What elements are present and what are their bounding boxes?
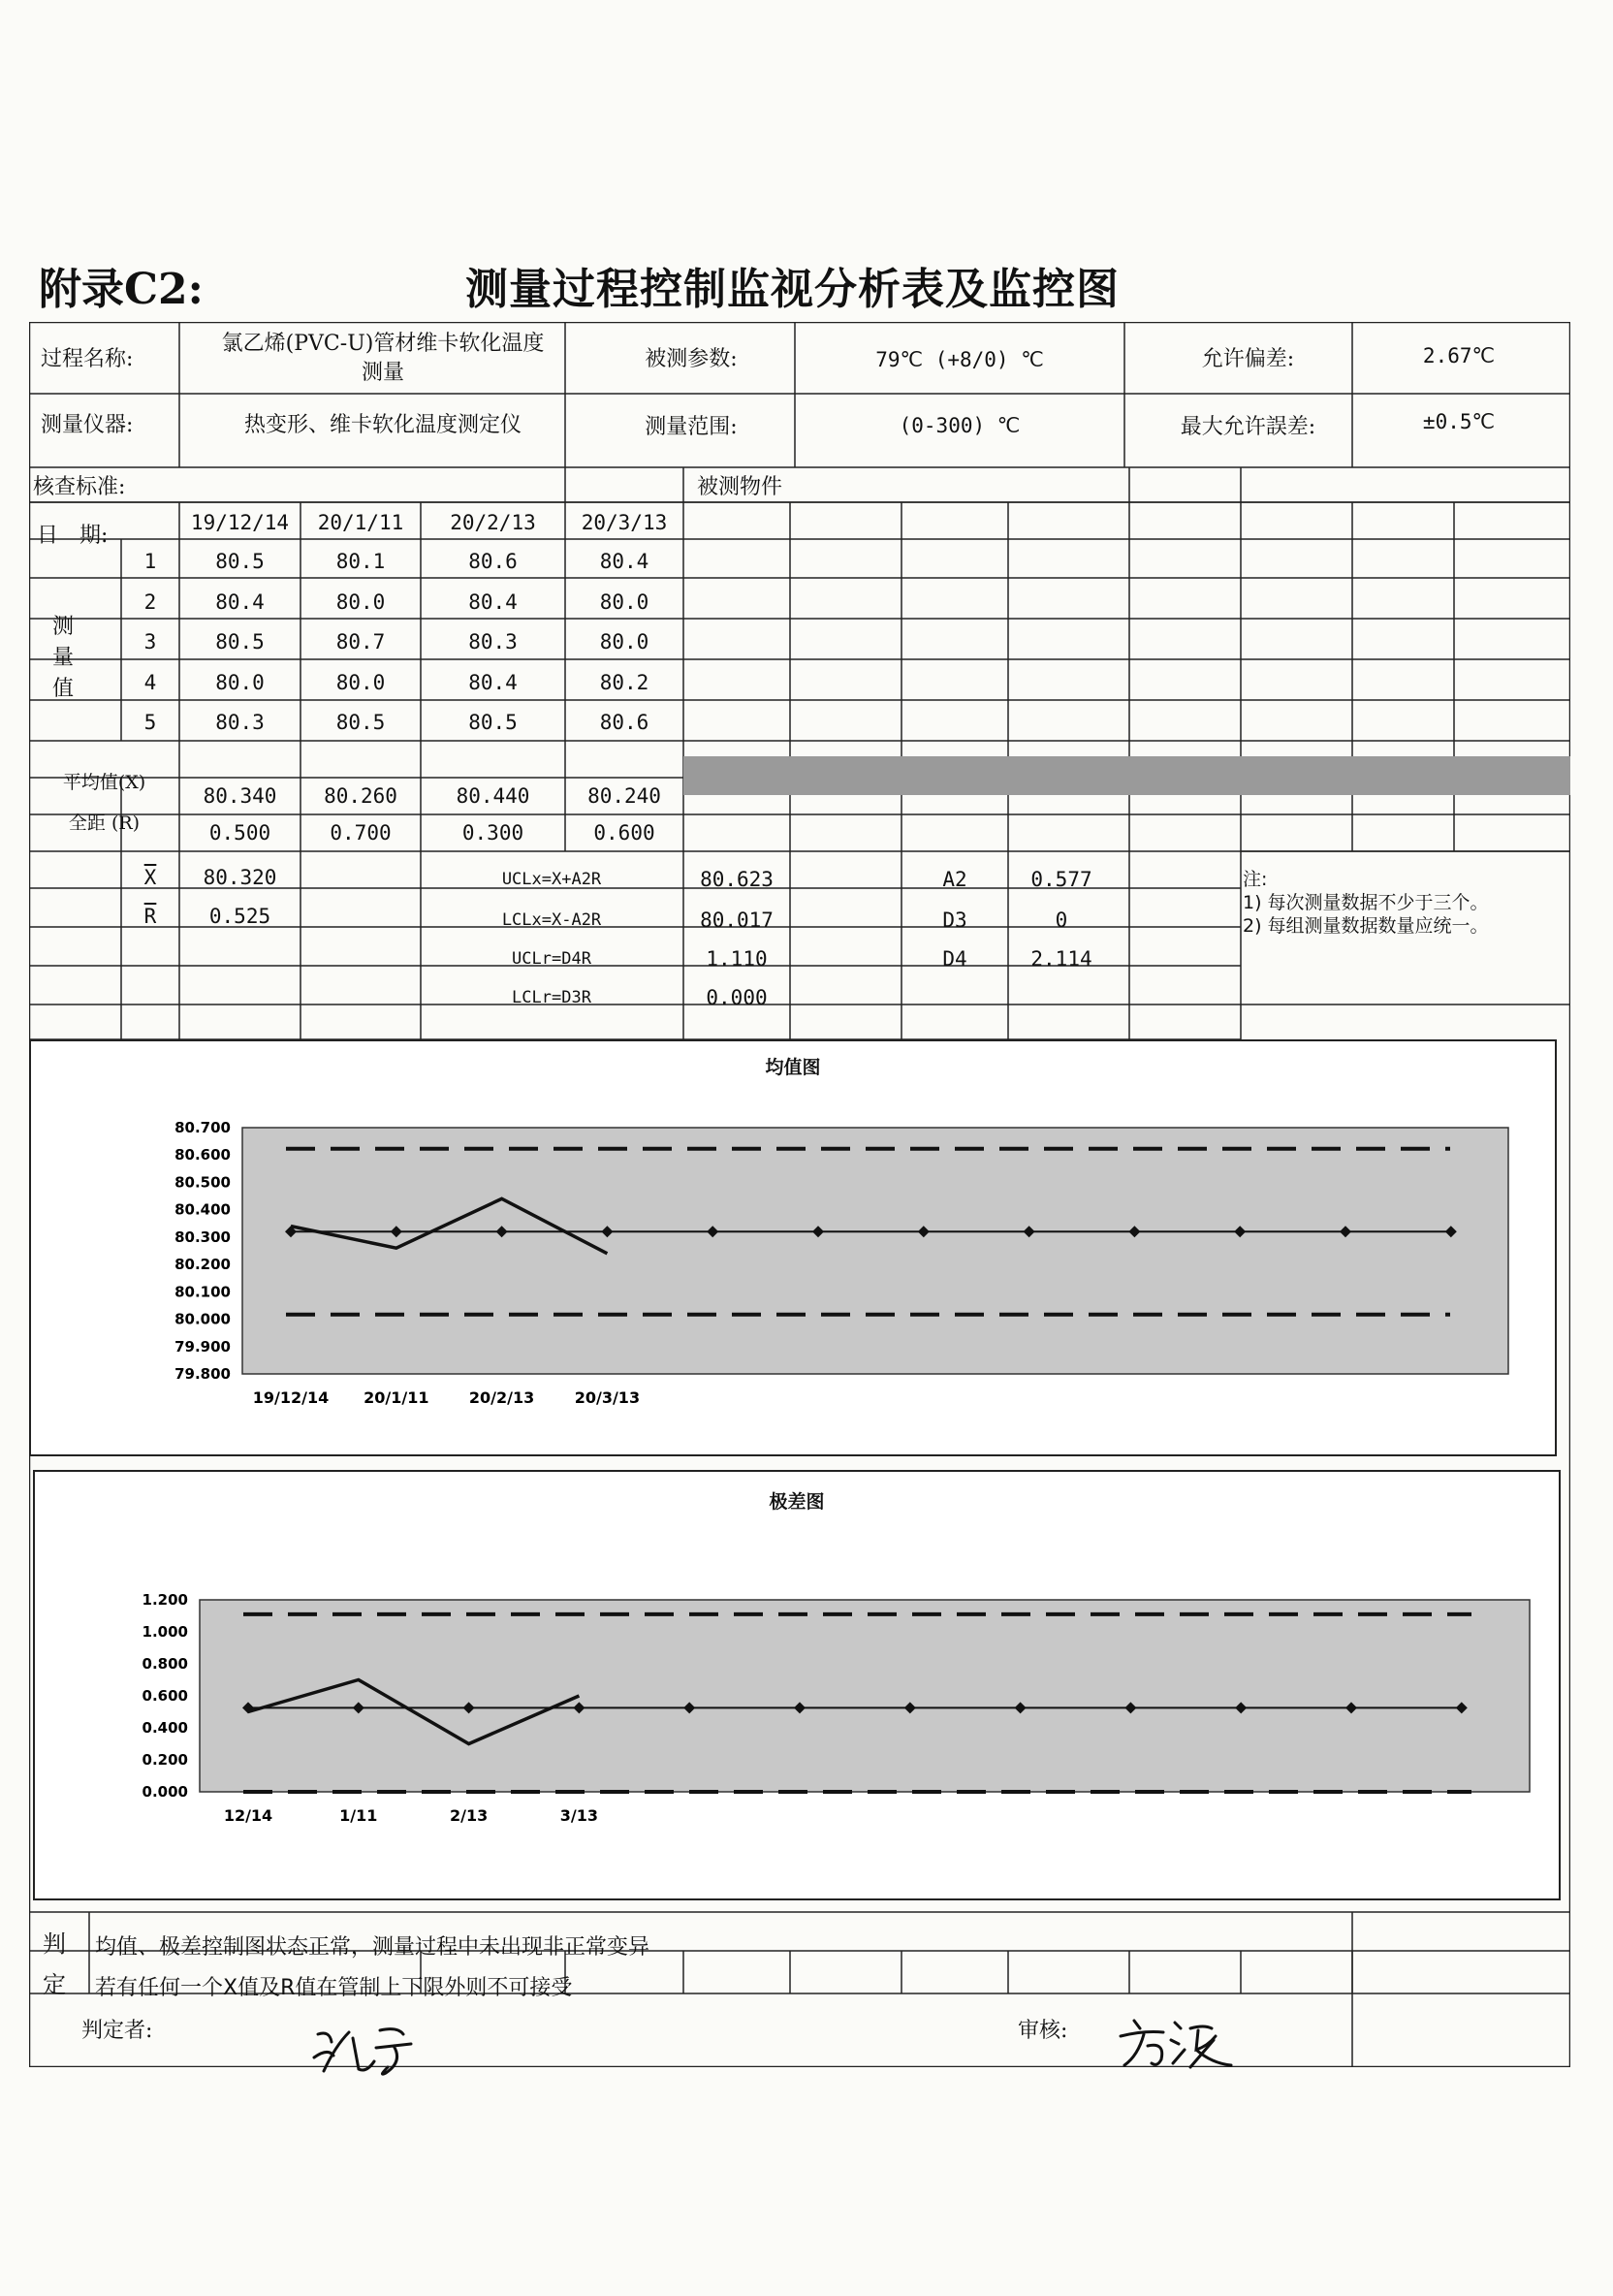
y-tick-label: 79.900 — [174, 1337, 231, 1355]
y-tick-label: 80.600 — [174, 1146, 231, 1164]
object-label: 被测物件 — [696, 475, 782, 499]
measurement-cell: 80.5 — [335, 711, 386, 735]
a2-value: 0.577 — [1030, 868, 1092, 891]
d4-value: 2.114 — [1030, 947, 1092, 971]
mean-cell: 80.260 — [324, 784, 397, 808]
measure-label-2: 量 — [51, 646, 74, 670]
process-name-line1: 氯乙烯(PVC-U)管材维卡软化温度 — [221, 332, 545, 356]
x-tick-label: 20/3/13 — [574, 1388, 641, 1407]
measure-label-1: 测 — [51, 615, 74, 639]
y-tick-label: 80.100 — [174, 1283, 231, 1301]
review-signature — [1115, 2007, 1250, 2075]
y-tick-label: 1.200 — [142, 1591, 188, 1609]
allow-dev-label: 允许偏差: — [1201, 347, 1295, 371]
uclr-label: UCLr=D4R — [512, 949, 591, 969]
x-tick-label: 1/11 — [339, 1806, 378, 1825]
lclr-label: LCLr=D3R — [512, 988, 591, 1007]
date-label: 日 期: — [37, 524, 109, 548]
param-value: 79℃ (+8/0) ℃ — [875, 348, 1044, 371]
notes-line-1: 1) 每次测量数据不少于三个。 — [1243, 892, 1489, 913]
y-tick-label: 0.800 — [142, 1655, 188, 1673]
instrument-value: 热变形、维卡软化温度测定仪 — [243, 413, 522, 437]
mean-cell: 80.340 — [203, 784, 277, 808]
measurement-cell: 80.2 — [599, 670, 649, 694]
mean-cell: 80.240 — [587, 784, 661, 808]
y-tick-label: 0.600 — [142, 1687, 188, 1705]
measurement-cell: 80.3 — [468, 630, 518, 654]
d4-label: D4 — [942, 947, 967, 971]
measurement-cell: 80.0 — [599, 630, 649, 654]
date-cell: 20/2/13 — [450, 511, 536, 534]
x-tick-label: 20/1/11 — [364, 1388, 429, 1407]
row-number: 2 — [143, 590, 157, 614]
shaded-band — [683, 756, 1570, 795]
measurement-cell: 80.5 — [215, 630, 265, 654]
measurement-cell: 80.6 — [599, 711, 649, 735]
xbar-value: 80.320 — [203, 866, 277, 889]
allow-dev-value: 2.67℃ — [1422, 344, 1496, 367]
row-number: 3 — [143, 630, 157, 654]
mean-label: 平均值(X) — [62, 772, 146, 793]
notes-line-2: 2) 每组测量数据数量应统一。 — [1243, 915, 1489, 937]
judgement-label-1: 判 — [43, 1930, 66, 1958]
judgement-line-1: 均值、极差控制图状态正常，测量过程中未出现非正常变异 — [95, 1935, 650, 1960]
range-chart — [33, 1470, 1561, 1900]
measurement-cell: 80.4 — [468, 670, 518, 694]
range-cell: 0.600 — [593, 821, 655, 845]
row-number: 1 — [143, 550, 157, 573]
param-label: 被测参数: — [645, 347, 738, 371]
lclr-value: 0.000 — [706, 986, 768, 1009]
mean-cell: 80.440 — [456, 784, 530, 808]
y-tick-label: 79.800 — [174, 1365, 231, 1383]
y-tick-label: 80.000 — [174, 1310, 231, 1328]
notes-title: 注: — [1243, 869, 1268, 890]
range-chart-svg — [35, 1472, 1559, 1898]
d3-label: D3 — [942, 909, 967, 932]
mean-chart-title: 均值图 — [765, 1057, 821, 1078]
measurement-cell: 80.4 — [215, 590, 265, 614]
date-cell: 20/1/11 — [317, 511, 404, 534]
lclx-value: 80.017 — [700, 909, 774, 932]
date-cell: 19/12/14 — [190, 511, 290, 534]
lclx-label: LCLx=X-A2R — [501, 910, 602, 930]
process-name-line2: 测量 — [361, 361, 404, 385]
process-name-label: 过程名称: — [41, 347, 134, 371]
mean-chart — [29, 1039, 1557, 1456]
review-label: 审核: — [1018, 2019, 1068, 2043]
y-tick-label: 0.400 — [142, 1719, 188, 1737]
standard-label: 核查标准: — [33, 475, 126, 499]
judge-label: 判定者: — [81, 2019, 153, 2043]
x-tick-label: 3/13 — [559, 1806, 599, 1825]
range-row-label: 全距 (R) — [68, 813, 141, 834]
measurement-cell: 80.6 — [468, 550, 518, 573]
d3-value: 0 — [1055, 909, 1068, 932]
a2-label: A2 — [942, 868, 967, 891]
x-tick-label: 2/13 — [449, 1806, 489, 1825]
y-tick-label: 80.700 — [174, 1119, 231, 1136]
measurement-cell: 80.0 — [599, 590, 649, 614]
judge-signature — [310, 2013, 456, 2081]
plot-area — [200, 1600, 1530, 1792]
measurement-cell: 80.5 — [215, 550, 265, 573]
xbar-label: $\overline{X}$ — [143, 866, 157, 889]
x-tick-label: 19/12/14 — [252, 1388, 330, 1407]
appendix-label: 附录C2: — [39, 265, 204, 314]
y-tick-label: 80.200 — [174, 1256, 231, 1274]
measurement-cell: 80.0 — [335, 590, 386, 614]
measurement-cell: 80.0 — [335, 670, 386, 694]
x-tick-label: 12/14 — [223, 1806, 273, 1825]
range-chart-title: 极差图 — [769, 1491, 825, 1513]
date-cell: 20/3/13 — [581, 511, 668, 534]
row-number: 5 — [143, 711, 157, 735]
measurement-cell: 80.0 — [215, 670, 265, 694]
y-tick-label: 80.500 — [174, 1173, 231, 1192]
measurement-cell: 80.5 — [468, 711, 518, 735]
uclr-value: 1.110 — [706, 947, 768, 971]
measurement-cell: 80.4 — [599, 550, 649, 573]
x-tick-label: 20/2/13 — [468, 1388, 535, 1407]
y-tick-label: 80.300 — [174, 1228, 231, 1246]
measurement-cell: 80.1 — [335, 550, 386, 573]
page-title: 测量过程控制监视分析表及监控图 — [465, 265, 1120, 314]
rbar-value: 0.525 — [208, 905, 271, 928]
max-error-label: 最大允许誤差: — [1180, 415, 1316, 439]
analysis-sheet — [29, 322, 1570, 2067]
judgement-line-2: 若有任何一个X值及R值在管制上下限外则不可接受 — [95, 1976, 573, 2000]
max-error-value: ±0.5℃ — [1422, 410, 1496, 433]
y-tick-label: 0.000 — [142, 1783, 188, 1801]
judgement-label-2: 定 — [43, 1971, 66, 1998]
y-tick-label: 1.000 — [142, 1623, 188, 1641]
uclx-label: UCLx=X+A2R — [501, 870, 602, 889]
range-label: 测量范围: — [645, 415, 738, 439]
range-cell: 0.700 — [330, 821, 392, 845]
row-number: 4 — [143, 670, 157, 694]
range-cell: 0.500 — [208, 821, 271, 845]
range-cell: 0.300 — [461, 821, 524, 845]
uclx-value: 80.623 — [700, 868, 774, 891]
plot-area — [242, 1128, 1508, 1374]
measurement-cell: 80.4 — [468, 590, 518, 614]
mean-chart-svg — [31, 1041, 1555, 1454]
y-tick-label: 0.200 — [142, 1751, 188, 1769]
measure-label-3: 值 — [51, 677, 74, 701]
y-tick-label: 80.400 — [174, 1200, 231, 1219]
rbar-label: $\overline{R}$ — [143, 905, 157, 928]
instrument-label: 测量仪器: — [41, 413, 134, 437]
range-value: (0-300) ℃ — [899, 414, 1021, 437]
measurement-cell: 80.7 — [335, 630, 386, 654]
measurement-cell: 80.3 — [215, 711, 265, 735]
